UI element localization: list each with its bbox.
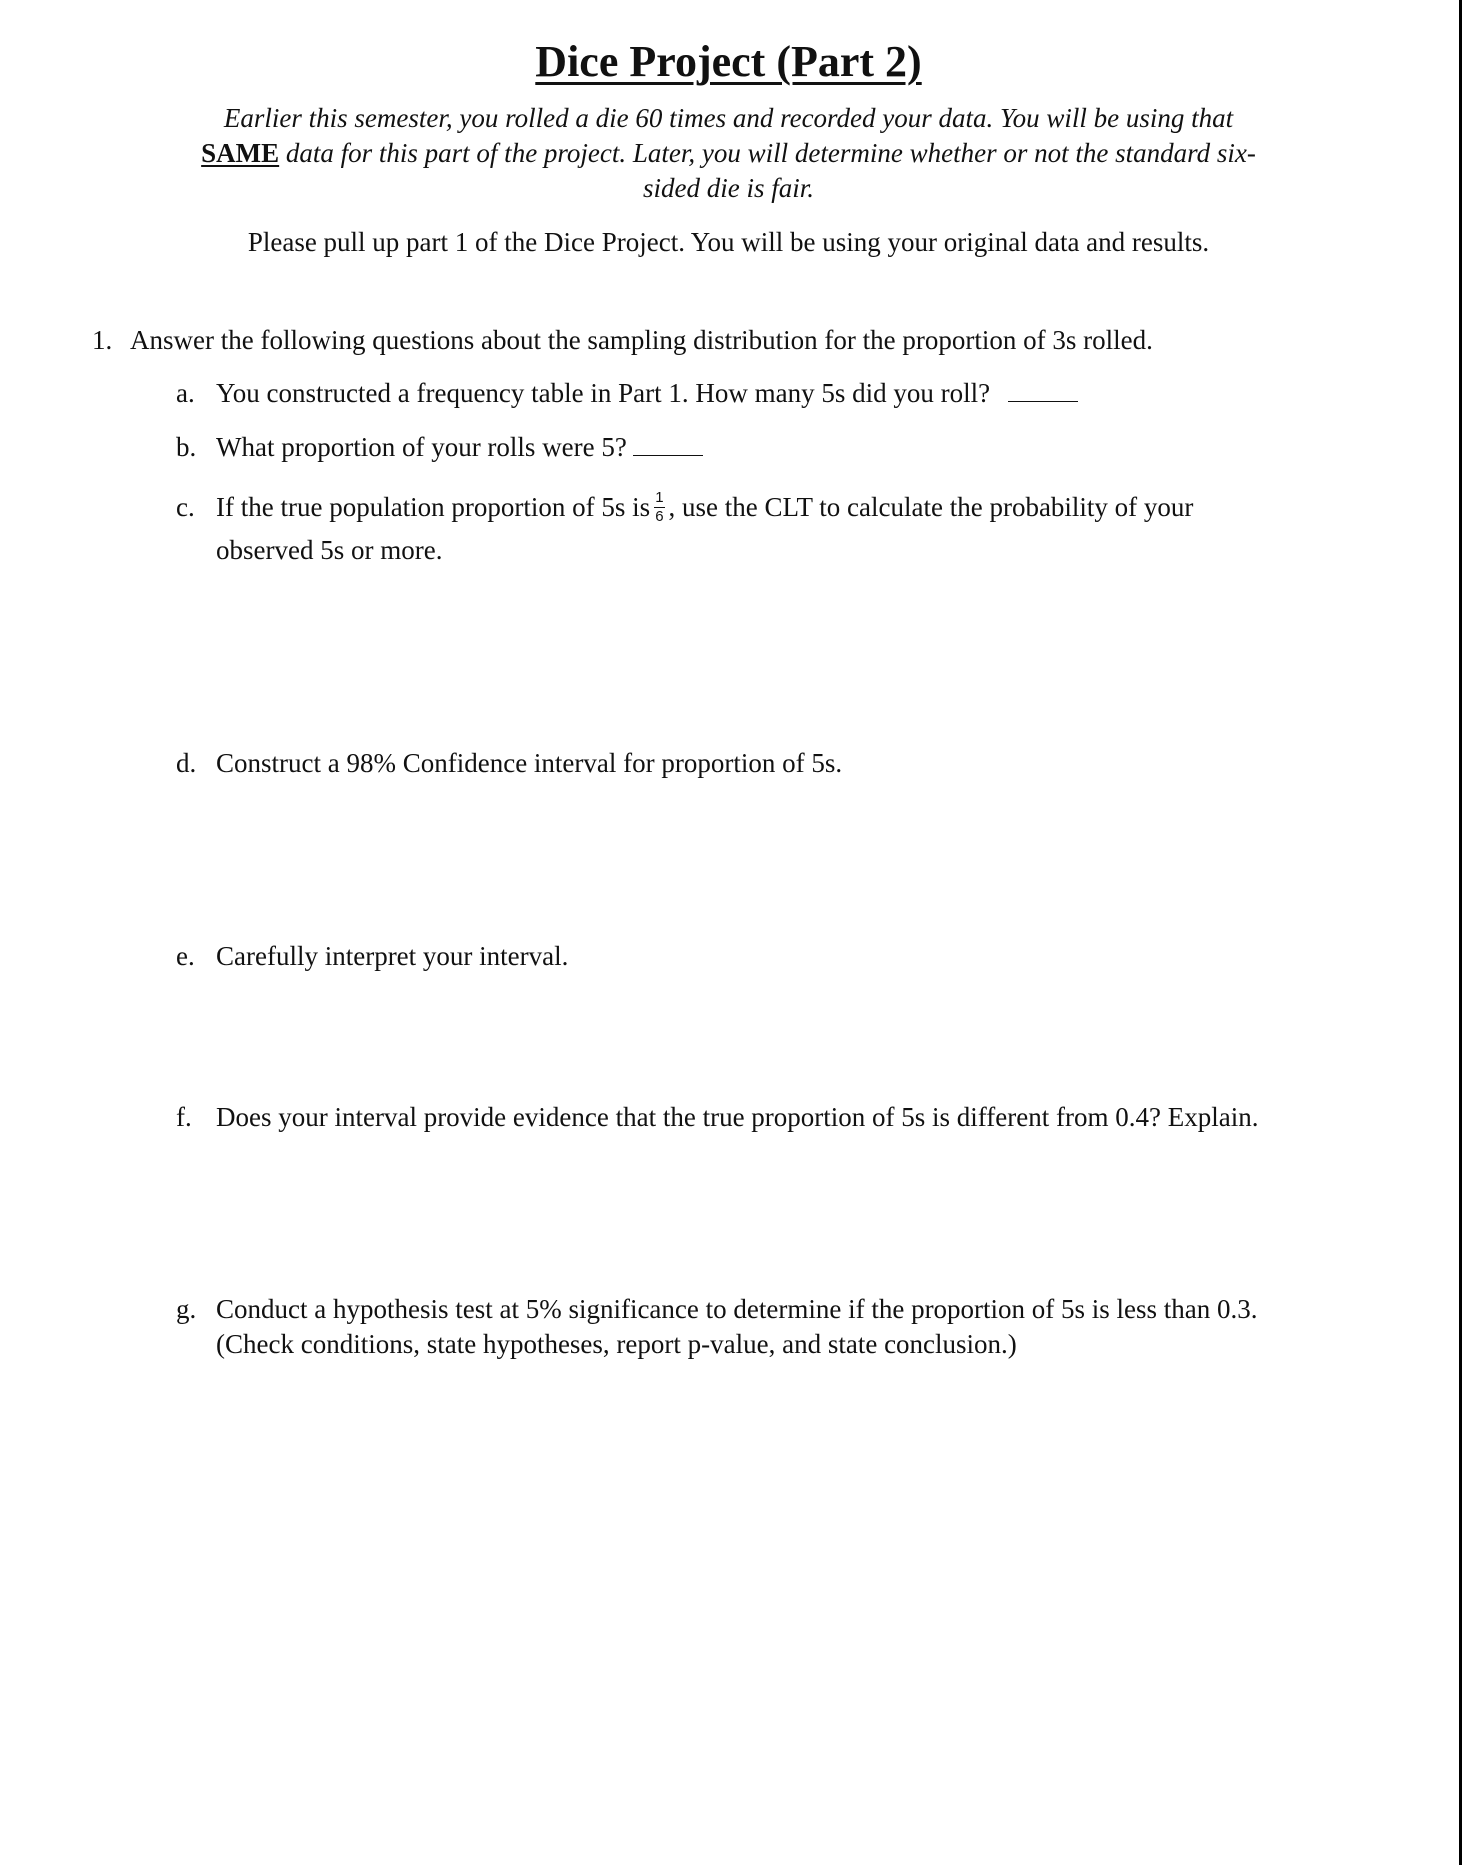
question-1c-text-before: If the true population proportion of 5s is [216, 492, 651, 522]
page-title: Dice Project (Part 2) [535, 37, 922, 86]
question-1d-text: Construct a 98% Confidence interval for proportion of 5s. [216, 748, 843, 778]
question-1b-letter: b. [176, 432, 197, 462]
question-1c-text-line2: observed 5s or more. [216, 535, 443, 565]
question-1f-text: Does your interval provide evidence that the true proportion of 5s is different from 0.4? Explain. [216, 1102, 1259, 1132]
fraction-one-sixth [654, 490, 664, 525]
question-1g-text-line2: (Check conditions, state hypotheses, report p-value, and state conclusion.) [216, 1329, 1017, 1359]
question-1a-text: You constructed a frequency table in Part 1. How many 5s did you roll? [216, 378, 991, 408]
instruction-line: Please pull up part 1 of the Dice Project. You will be using your original data and results. [247, 227, 1210, 257]
question-1 [92, 323, 1153, 358]
fraction-numerator: 1 [655, 489, 664, 507]
question-1e-letter: e. [176, 941, 195, 971]
answer-blank-a[interactable] [1008, 379, 1078, 402]
question-1g-letter: g. [176, 1294, 197, 1324]
question-1d-letter: d. [176, 748, 197, 778]
question-1-number: 1. [92, 325, 113, 355]
question-1a-letter: a. [176, 378, 195, 408]
fraction-denominator: 6 [655, 508, 664, 526]
question-1g-text-line1: Conduct a hypothesis test at 5% significance to determine if the proportion of 5s is less than 0.3. [216, 1294, 1258, 1324]
intro-text-2: data for this part of the project. Later, you will determine whether or not the standard six-sided die is fair. [279, 138, 1256, 203]
question-1f-letter: f. [176, 1102, 192, 1132]
intro-emphasis: SAME [201, 138, 280, 168]
intro-text-1: Earlier this semester, you rolled a die 60 times and recorded your data. You will be using that [223, 103, 1234, 133]
question-1-text: Answer the following questions about the sampling distribution for the proportion of 3s rolled. [130, 325, 1153, 355]
question-1b-text: What proportion of your rolls were 5? [216, 432, 627, 462]
question-1c-letter: c. [176, 492, 195, 522]
page-edge-border [1459, 0, 1462, 1865]
intro-paragraph [200, 101, 1257, 206]
answer-blank-b[interactable] [633, 433, 703, 456]
question-1e-text: Carefully interpret your interval. [216, 941, 569, 971]
question-1c-text-after: , use the CLT to calculate the probability of your [668, 492, 1194, 522]
